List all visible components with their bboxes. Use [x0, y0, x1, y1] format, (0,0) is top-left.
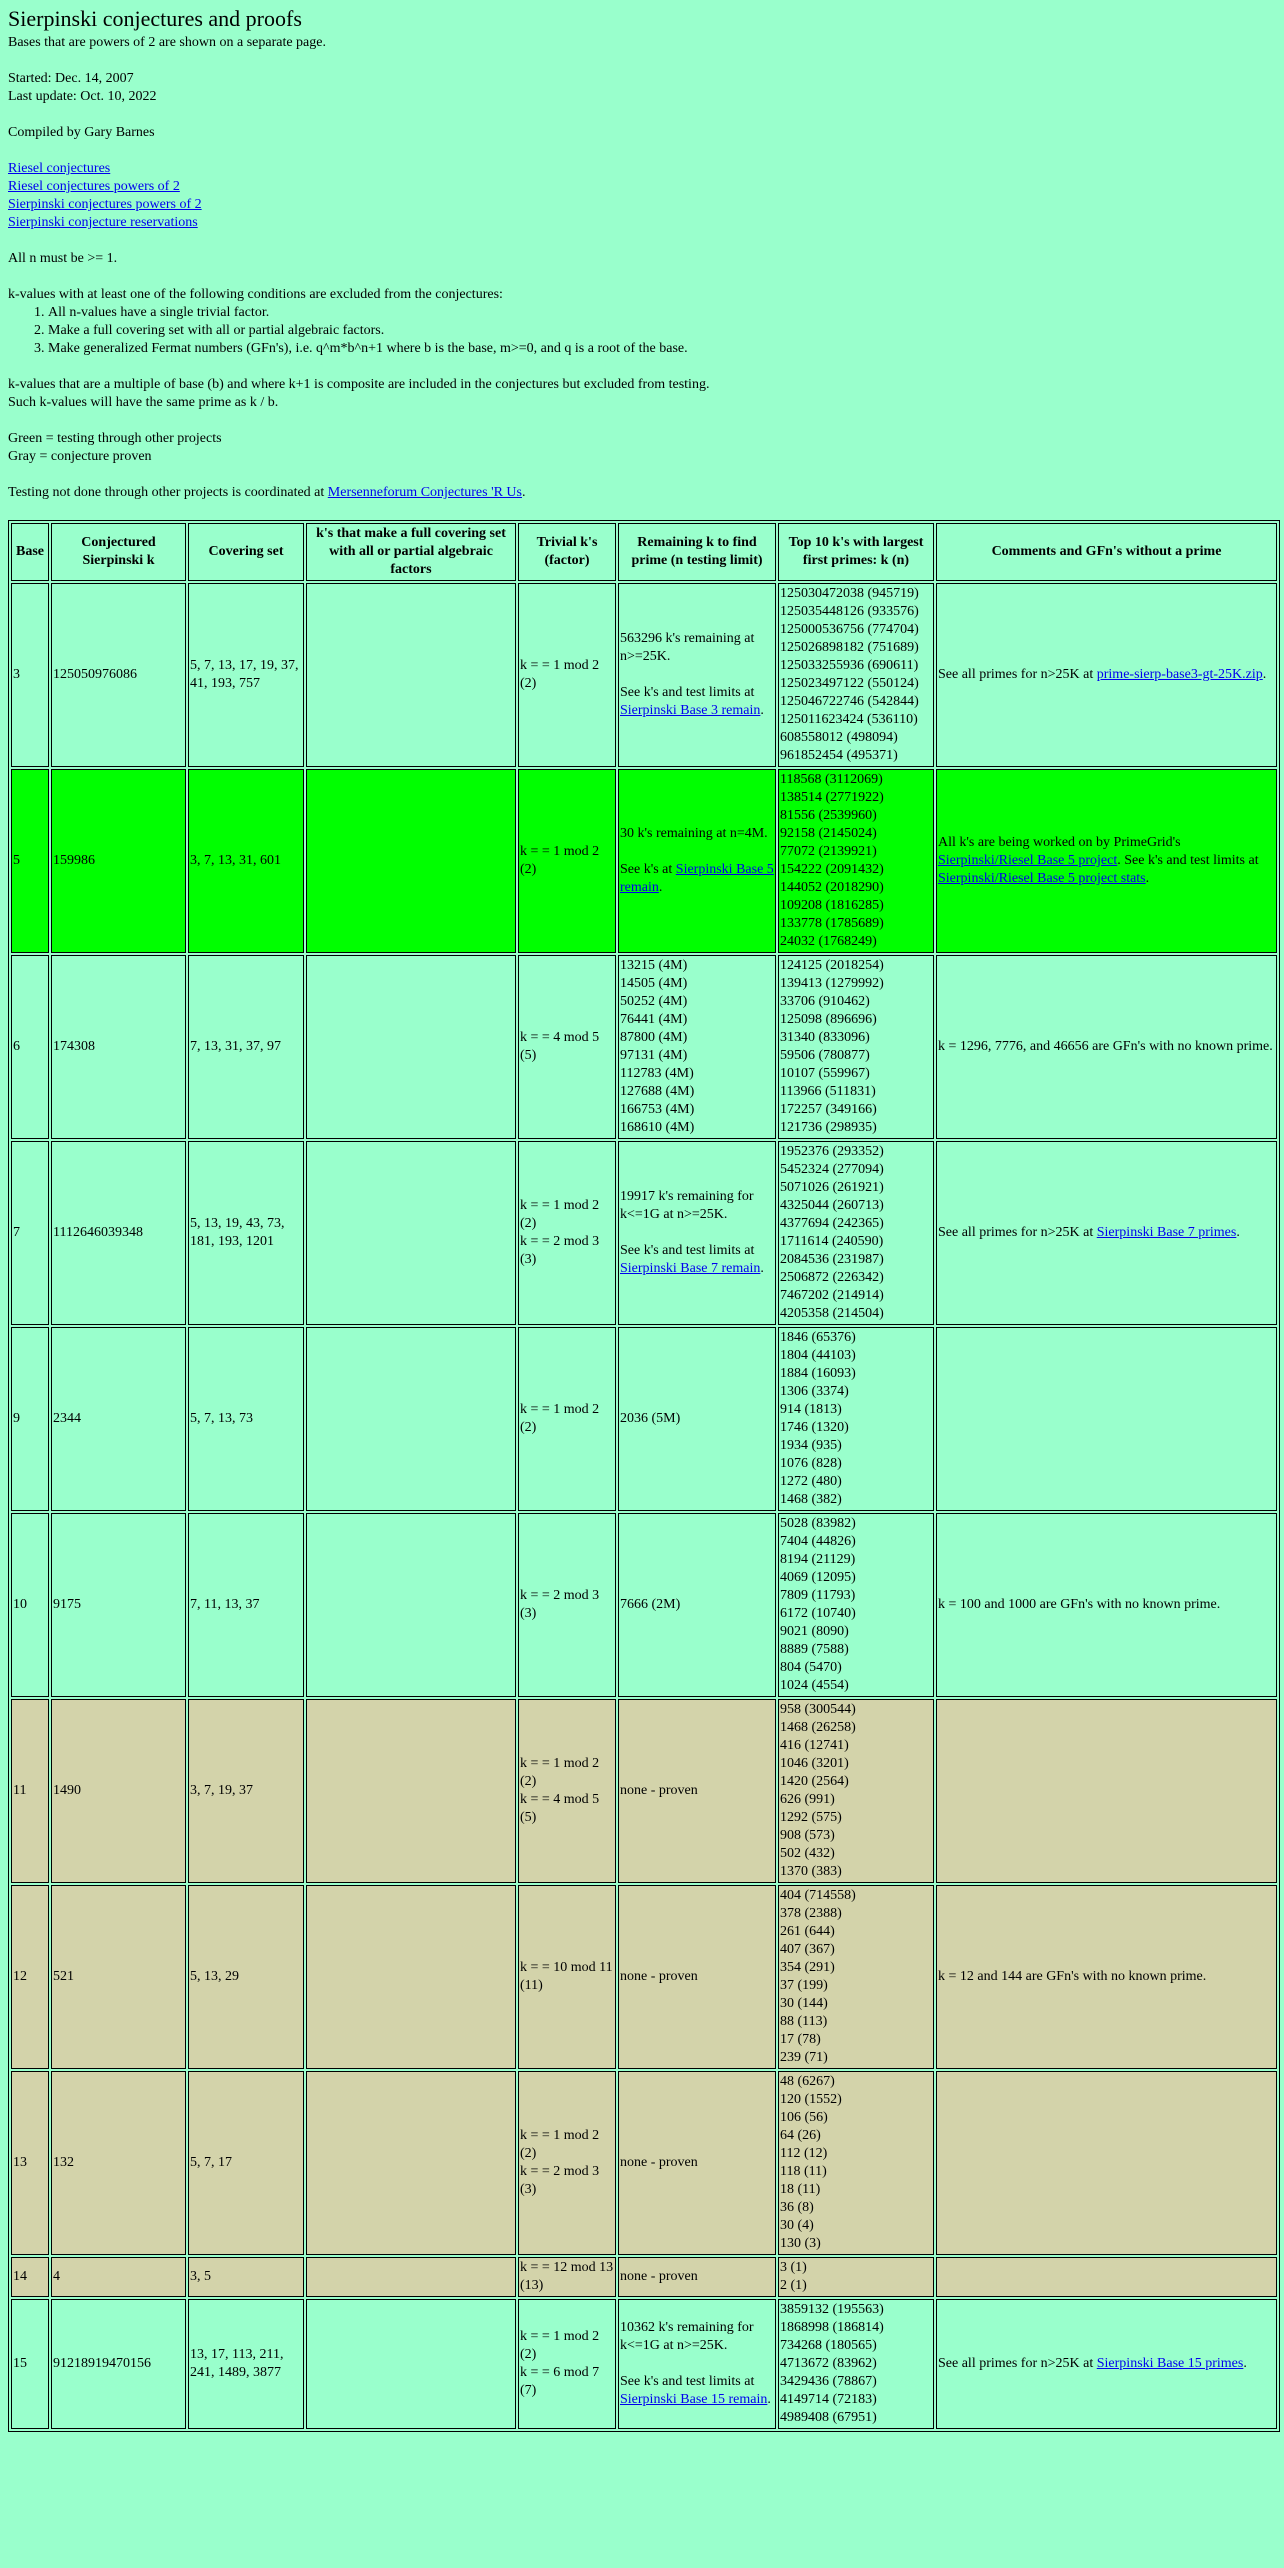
- top-prime: 1272 (480): [780, 1474, 842, 1489]
- coordination-text: Testing not done through other projects is coordinated at: [8, 485, 328, 500]
- trivial-k: k = = 1 mod 2 (2): [520, 658, 600, 691]
- top-prime: 112 (12): [780, 2146, 828, 2161]
- cell-top10: [778, 769, 934, 953]
- cell-covering-set: 3, 7, 19, 37: [188, 1699, 304, 1883]
- cell-top10: [778, 1699, 934, 1883]
- remaining-end: .: [760, 1261, 764, 1276]
- cell-base: 10: [11, 1513, 49, 1697]
- top-prime: 125023497122 (550124): [780, 676, 919, 691]
- top-prime: 4377694 (242365): [780, 1216, 884, 1231]
- top-prime: 804 (5470): [780, 1660, 842, 1675]
- cell-base: 13: [11, 2071, 49, 2255]
- table-row: [11, 769, 1277, 953]
- top-prime: 1370 (383): [780, 1864, 842, 1879]
- list-item: 1. All n-values have a single trivial factor.: [48, 304, 1276, 322]
- top-prime: 125035448126 (933576): [780, 604, 919, 619]
- col-trivial-ks: Trivial k's (factor): [518, 523, 616, 581]
- comment-end: .: [1236, 1225, 1240, 1240]
- top-prime: 64 (26): [780, 2128, 821, 2143]
- comment-link-2[interactable]: Sierpinski/Riesel Base 5 project stats: [938, 871, 1146, 886]
- comment-end: .: [1262, 667, 1267, 682]
- remaining-text: none - proven: [620, 1969, 698, 1984]
- cell-conjectured-k: 521: [51, 1885, 186, 2069]
- cell-top10: [778, 2257, 934, 2297]
- top-prime: 261 (644): [780, 1924, 835, 1939]
- comment-text: k = 100 and 1000 are GFn's with no known prime.: [938, 1597, 1221, 1612]
- remaining-text: none - proven: [620, 2269, 698, 2284]
- top-prime: 6172 (10740): [780, 1606, 856, 1621]
- top-prime: 502 (432): [780, 1846, 835, 1861]
- cell-comments: [936, 769, 1277, 953]
- remaining-k: 87800 (4M): [620, 1030, 688, 1045]
- cell-remaining: [618, 1327, 776, 1511]
- cell-trivial: [518, 2299, 616, 2429]
- top-prime: 30 (4): [780, 2218, 814, 2233]
- top-prime: 17 (78): [780, 2032, 821, 2047]
- cell-comments: [936, 955, 1277, 1139]
- cell-comments: [936, 1513, 1277, 1697]
- top-prime: 8889 (7588): [780, 1642, 849, 1657]
- cell-base: 11: [11, 1699, 49, 1883]
- remaining-text: 19917 k's remaining for k<=1G at n>=25K.: [620, 1189, 754, 1222]
- cell-algebraic: [306, 1327, 516, 1511]
- top-prime: 2084536 (231987): [780, 1252, 884, 1267]
- cell-top10: [778, 1141, 934, 1325]
- top-prime: 130 (3): [780, 2236, 821, 2251]
- cell-comments: [936, 1885, 1277, 2069]
- cell-base: 7: [11, 1141, 49, 1325]
- top-prime: 7467202 (214914): [780, 1288, 884, 1303]
- remaining-end: .: [760, 703, 764, 718]
- last-update: Last update: Oct. 10, 2022: [8, 89, 157, 104]
- cell-comments: [936, 2257, 1277, 2297]
- comment-text: All k's are being worked on by PrimeGrid's: [938, 835, 1181, 850]
- top-prime: 1934 (935): [780, 1438, 842, 1453]
- top-prime: 125033255936 (690611): [780, 658, 919, 673]
- col-comments: Comments and GFn's without a prime: [936, 523, 1277, 581]
- cell-trivial: [518, 1141, 616, 1325]
- top-prime: 118 (11): [780, 2164, 827, 2179]
- cell-base: 12: [11, 1885, 49, 2069]
- cell-comments: [936, 2071, 1277, 2255]
- top-prime: 88 (113): [780, 2014, 828, 2029]
- cell-conjectured-k: 1490: [51, 1699, 186, 1883]
- top-prime: 106 (56): [780, 2110, 828, 2125]
- top-prime: 113966 (511831): [780, 1084, 876, 1099]
- trivial-k: k = = 1 mod 2 (2): [520, 1402, 600, 1435]
- cell-base: 6: [11, 955, 49, 1139]
- cell-algebraic: [306, 769, 516, 953]
- cell-covering-set: 5, 7, 13, 17, 19, 37, 41, 193, 757: [188, 583, 304, 767]
- trivial-k: k = = 2 mod 3 (3): [520, 2164, 600, 2197]
- top-prime: 4989408 (67951): [780, 2410, 877, 2425]
- cell-trivial: [518, 769, 616, 953]
- remaining-see: See k's and test limits at: [620, 2374, 755, 2389]
- top-prime: 30 (144): [780, 1996, 828, 2011]
- top-prime: 18 (11): [780, 2182, 821, 2197]
- top-prime: 1884 (16093): [780, 1366, 856, 1381]
- top-prime: 1846 (65376): [780, 1330, 856, 1345]
- link-sierpinski-reservations[interactable]: Sierpinski conjecture reservations: [8, 215, 198, 230]
- conjectures-table: [8, 520, 1280, 2432]
- cell-base: 3: [11, 583, 49, 767]
- trivial-k: k = = 12 mod 13 (13): [520, 2260, 614, 2293]
- exclusion-intro: k-values with at least one of the following conditions are excluded from the conjectures:: [8, 287, 503, 302]
- remaining-text: 563296 k's remaining at n>=25K.: [620, 631, 755, 664]
- remaining-text: 10362 k's remaining for k<=1G at n>=25K.: [620, 2320, 754, 2353]
- cell-trivial: [518, 2257, 616, 2297]
- remaining-k: 76441 (4M): [620, 1012, 688, 1027]
- top-prime: 958 (300544): [780, 1702, 856, 1717]
- remaining-text: none - proven: [620, 2155, 698, 2170]
- trivial-k: k = = 10 mod 11 (11): [520, 1960, 613, 1993]
- table-row: [11, 2299, 1277, 2429]
- top-prime: 1024 (4554): [780, 1678, 849, 1693]
- cell-top10: [778, 1327, 934, 1511]
- table-row: [11, 583, 1277, 767]
- top-prime: 378 (2388): [780, 1906, 842, 1921]
- col-covering-set: Covering set: [188, 523, 304, 581]
- trivial-k: k = = 4 mod 5 (5): [520, 1792, 600, 1825]
- top-prime: 77072 (2139921): [780, 844, 877, 859]
- cell-conjectured-k: 125050976086: [51, 583, 186, 767]
- top-prime: 125026898182 (751689): [780, 640, 919, 655]
- top-prime: 139413 (1279992): [780, 976, 884, 991]
- trivial-k: k = = 4 mod 5 (5): [520, 1030, 600, 1063]
- top-prime: 3859132 (195563): [780, 2302, 884, 2317]
- table-row: [11, 2071, 1277, 2255]
- comment-end: .: [1145, 871, 1150, 886]
- top-prime: 92158 (2145024): [780, 826, 877, 841]
- multiple-note-2: Such k-values will have the same prime as k / b.: [8, 395, 279, 410]
- cell-covering-set: 5, 7, 17: [188, 2071, 304, 2255]
- cell-trivial: [518, 955, 616, 1139]
- top-prime: 1076 (828): [780, 1456, 842, 1471]
- comment-link[interactable]: Sierpinski Base 15 primes: [1096, 2356, 1244, 2371]
- table-row: [11, 1513, 1277, 1697]
- top-prime: 416 (12741): [780, 1738, 849, 1753]
- top-prime: 961852454 (495371): [780, 748, 898, 763]
- cell-trivial: [518, 1327, 616, 1511]
- comment-text: . See k's and test limits at: [1117, 853, 1259, 868]
- top-prime: 1746 (1320): [780, 1420, 849, 1435]
- top-prime: 1468 (382): [780, 1492, 842, 1507]
- remain-link[interactable]: Sierpinski Base 5 remain: [620, 862, 774, 895]
- nav-links: [8, 160, 1276, 232]
- remaining-end: .: [767, 2392, 771, 2407]
- top-prime: 36 (8): [780, 2200, 814, 2215]
- top-prime: 1306 (3374): [780, 1384, 849, 1399]
- trivial-k: k = = 1 mod 2 (2): [520, 1198, 600, 1231]
- table-row: [11, 1327, 1277, 1511]
- cell-remaining: [618, 1141, 776, 1325]
- remaining-end: .: [658, 880, 663, 895]
- top-prime: 125046722746 (542844): [780, 694, 919, 709]
- top-prime: 9021 (8090): [780, 1624, 849, 1639]
- top-prime: 48 (6267): [780, 2074, 835, 2089]
- cell-covering-set: 3, 5: [188, 2257, 304, 2297]
- legend-gray: Gray = conjecture proven: [8, 449, 152, 464]
- comment-link[interactable]: Sierpinski Base 7 primes: [1096, 1225, 1237, 1240]
- remaining-see: See k's at: [620, 862, 676, 877]
- cell-algebraic: [306, 1699, 516, 1883]
- remaining-text: 2036 (5M): [620, 1411, 681, 1426]
- col-conjectured-k: Conjectured Sierpinski k: [51, 523, 186, 581]
- top-prime: 3 (1): [780, 2260, 807, 2275]
- comment-link[interactable]: Sierpinski/Riesel Base 5 project: [938, 853, 1118, 868]
- top-prime: 4069 (12095): [780, 1570, 856, 1585]
- cell-remaining: [618, 583, 776, 767]
- top-prime: 172257 (349166): [780, 1102, 877, 1117]
- cell-top10: [778, 955, 934, 1139]
- trivial-k: k = = 1 mod 2 (2): [520, 844, 600, 877]
- top-prime: 7809 (11793): [780, 1588, 856, 1603]
- remain-link[interactable]: Sierpinski Base 7 remain: [620, 1261, 761, 1276]
- cell-conjectured-k: 174308: [51, 955, 186, 1139]
- link-riesel-conjectures[interactable]: Riesel conjectures: [8, 161, 111, 176]
- coordination-end: .: [521, 485, 526, 500]
- link-mersenneforum[interactable]: Mersenneforum Conjectures 'R Us: [327, 485, 522, 500]
- col-top10: Top 10 k's with largest first primes: k (n): [778, 523, 934, 581]
- top-prime: 734268 (180565): [780, 2338, 877, 2353]
- top-prime: 1292 (575): [780, 1810, 842, 1825]
- top-prime: 125098 (896696): [780, 1012, 877, 1027]
- top-prime: 33706 (910462): [780, 994, 870, 1009]
- cell-remaining: [618, 2071, 776, 2255]
- list-item: 3. Make generalized Fermat numbers (GFn's), i.e. q^m*b^n+1 where b is the base, m>=0, and q is a root of the base.: [48, 340, 1276, 358]
- remaining-see: See k's and test limits at: [620, 1243, 755, 1258]
- top-prime: 138514 (2771922): [780, 790, 884, 805]
- cell-remaining: [618, 2299, 776, 2429]
- remaining-see: See k's and test limits at: [620, 685, 755, 700]
- cell-comments: [936, 583, 1277, 767]
- top-prime: 125011623424 (536110): [780, 712, 918, 727]
- top-prime: 125000536756 (774704): [780, 622, 919, 637]
- top-prime: 914 (1813): [780, 1402, 842, 1417]
- cell-covering-set: 7, 11, 13, 37: [188, 1513, 304, 1697]
- compiled-by: Compiled by Gary Barnes: [8, 125, 155, 140]
- table-header-row: [11, 523, 1277, 581]
- col-remaining-k: Remaining k to find prime (n testing limit): [618, 523, 776, 581]
- cell-covering-set: 5, 13, 19, 43, 73, 181, 193, 1201: [188, 1141, 304, 1325]
- top-prime: 5028 (83982): [780, 1516, 856, 1531]
- legend-green: Green = testing through other projects: [8, 431, 222, 446]
- top-prime: 908 (573): [780, 1828, 835, 1843]
- remaining-text: none - proven: [620, 1783, 698, 1798]
- top-prime: 124125 (2018254): [780, 958, 884, 973]
- multiple-note: k-values that are a multiple of base (b) and where k+1 is composite are included in the conjectures but excluded from testing.: [8, 377, 710, 392]
- top-prime: 1868998 (186814): [780, 2320, 884, 2335]
- table-row: [11, 1141, 1277, 1325]
- comment-text: See all primes for n>25K at: [938, 1225, 1097, 1240]
- top-prime: 1046 (3201): [780, 1756, 849, 1771]
- table-row: [11, 1885, 1277, 2069]
- top-prime: 121736 (298935): [780, 1120, 877, 1135]
- cell-remaining: [618, 769, 776, 953]
- col-algebraic-ks: k's that make a full covering set with all or partial algebraic factors: [306, 523, 516, 581]
- top-prime: 8194 (21129): [780, 1552, 856, 1567]
- cell-top10: [778, 2299, 934, 2429]
- top-prime: 24032 (1768249): [780, 934, 877, 949]
- cell-remaining: [618, 955, 776, 1139]
- cell-comments: [936, 1327, 1277, 1511]
- cell-top10: [778, 1885, 934, 2069]
- comment-link[interactable]: prime-sierp-base3-gt-25K.zip: [1096, 667, 1263, 682]
- subtitle: Bases that are powers of 2 are shown on a separate page.: [8, 35, 326, 50]
- col-base: Base: [11, 523, 49, 581]
- cell-algebraic: [306, 2299, 516, 2429]
- top-prime: 154222 (2091432): [780, 862, 884, 877]
- cell-base: 15: [11, 2299, 49, 2429]
- top-prime: 1468 (26258): [780, 1720, 856, 1735]
- top-prime: 2 (1): [780, 2278, 807, 2293]
- cell-algebraic: [306, 1513, 516, 1697]
- cell-algebraic: [306, 955, 516, 1139]
- top-prime: 239 (71): [780, 2050, 828, 2065]
- cell-base: 9: [11, 1327, 49, 1511]
- remaining-k: 14505 (4M): [620, 976, 688, 991]
- cell-algebraic: [306, 1141, 516, 1325]
- cell-remaining: [618, 1513, 776, 1697]
- cell-conjectured-k: 4: [51, 2257, 186, 2297]
- top-prime: 1711614 (240590): [780, 1234, 884, 1249]
- cell-comments: [936, 2299, 1277, 2429]
- cell-remaining: [618, 2257, 776, 2297]
- top-prime: 144052 (2018290): [780, 880, 884, 895]
- trivial-k: k = = 2 mod 3 (3): [520, 1234, 600, 1267]
- cell-conjectured-k: 1112646039348: [51, 1141, 186, 1325]
- cell-conjectured-k: 91218919470156: [51, 2299, 186, 2429]
- cell-algebraic: [306, 583, 516, 767]
- comment-text: See all primes for n>25K at: [938, 2356, 1097, 2371]
- comment-text: k = 12 and 144 are GFn's with no known prime.: [938, 1969, 1207, 1984]
- cell-algebraic: [306, 2257, 516, 2297]
- top-prime: 37 (199): [780, 1978, 828, 1993]
- comment-text: See all primes for n>25K at: [938, 667, 1097, 682]
- remaining-k: 127688 (4M): [620, 1084, 695, 1099]
- top-prime: 1804 (44103): [780, 1348, 856, 1363]
- top-prime: 1420 (2564): [780, 1774, 849, 1789]
- remaining-k: 13215 (4M): [620, 958, 688, 973]
- remaining-text: 7666 (2M): [620, 1597, 681, 1612]
- top-prime: 81556 (2539960): [780, 808, 877, 823]
- top-prime: 2506872 (226342): [780, 1270, 884, 1285]
- table-row: [11, 1699, 1277, 1883]
- remaining-k: 97131 (4M): [620, 1048, 688, 1063]
- cell-algebraic: [306, 2071, 516, 2255]
- table-row: [11, 955, 1277, 1139]
- page-title: Sierpinski conjectures and proofs: [8, 6, 302, 31]
- cell-conjectured-k: 132: [51, 2071, 186, 2255]
- top-prime: 404 (714558): [780, 1888, 856, 1903]
- trivial-k: k = = 2 mod 3 (3): [520, 1588, 600, 1621]
- cell-trivial: [518, 1513, 616, 1697]
- cell-comments: [936, 1699, 1277, 1883]
- cell-conjectured-k: 2344: [51, 1327, 186, 1511]
- remaining-k: 168610 (4M): [620, 1120, 695, 1135]
- cell-base: 5: [11, 769, 49, 953]
- n-rule: All n must be >= 1.: [8, 251, 118, 266]
- top-prime: 4325044 (260713): [780, 1198, 884, 1213]
- cell-covering-set: 5, 13, 29: [188, 1885, 304, 2069]
- top-prime: 626 (991): [780, 1792, 835, 1807]
- top-prime: 5071026 (261921): [780, 1180, 884, 1195]
- exclusion-list: [8, 304, 1276, 358]
- table-row: [11, 2257, 1277, 2297]
- top-prime: 5452324 (277094): [780, 1162, 884, 1177]
- cell-remaining: [618, 1885, 776, 2069]
- cell-top10: [778, 583, 934, 767]
- trivial-k: k = = 6 mod 7 (7): [520, 2365, 600, 2398]
- top-prime: 31340 (833096): [780, 1030, 870, 1045]
- trivial-k: k = = 1 mod 2 (2): [520, 2128, 600, 2161]
- coordination-note: [8, 484, 1276, 502]
- top-prime: 354 (291): [780, 1960, 835, 1975]
- cell-covering-set: 13, 17, 113, 211, 241, 1489, 3877: [188, 2299, 304, 2429]
- top-prime: 407 (367): [780, 1942, 835, 1957]
- started-date: Started: Dec. 14, 2007: [8, 71, 134, 86]
- list-item: 2. Make a full covering set with all or partial algebraic factors.: [48, 322, 1276, 340]
- remaining-k: 166753 (4M): [620, 1102, 695, 1117]
- cell-comments: [936, 1141, 1277, 1325]
- top-prime: 7404 (44826): [780, 1534, 856, 1549]
- cell-conjectured-k: 9175: [51, 1513, 186, 1697]
- link-riesel-powers-of-2[interactable]: Riesel conjectures powers of 2: [8, 179, 180, 194]
- trivial-k: k = = 1 mod 2 (2): [520, 1756, 600, 1789]
- remaining-k: 112783 (4M): [620, 1066, 694, 1081]
- top-prime: 118568 (3112069): [780, 772, 883, 787]
- top-prime: 4149714 (72183): [780, 2392, 877, 2407]
- cell-algebraic: [306, 1885, 516, 2069]
- top-prime: 120 (1552): [780, 2092, 842, 2107]
- cell-remaining: [618, 1699, 776, 1883]
- cell-trivial: [518, 2071, 616, 2255]
- top-prime: 4205358 (214504): [780, 1306, 884, 1321]
- top-prime: 608558012 (498094): [780, 730, 898, 745]
- cell-trivial: [518, 583, 616, 767]
- top-prime: 59506 (780877): [780, 1048, 870, 1063]
- remain-link[interactable]: Sierpinski Base 3 remain: [620, 703, 761, 718]
- top-prime: 133778 (1785689): [780, 916, 884, 931]
- top-prime: 10107 (559967): [780, 1066, 870, 1081]
- cell-base: 14: [11, 2257, 49, 2297]
- link-sierpinski-powers-of-2[interactable]: Sierpinski conjectures powers of 2: [8, 197, 202, 212]
- comment-end: .: [1243, 2356, 1247, 2371]
- remaining-text: 30 k's remaining at n=4M.: [620, 826, 768, 841]
- cell-covering-set: 5, 7, 13, 73: [188, 1327, 304, 1511]
- top-prime: 109208 (1816285): [780, 898, 884, 913]
- table-body: [11, 583, 1277, 2429]
- top-prime: 125030472038 (945719): [780, 586, 919, 601]
- remain-link[interactable]: Sierpinski Base 15 remain: [620, 2392, 768, 2407]
- top-prime: 1952376 (293352): [780, 1144, 884, 1159]
- top-prime: 3429436 (78867): [780, 2374, 877, 2389]
- top-prime: 4713672 (83962): [780, 2356, 877, 2371]
- comment-text: k = 1296, 7776, and 46656 are GFn's with no known prime.: [938, 1039, 1273, 1054]
- cell-covering-set: 3, 7, 13, 31, 601: [188, 769, 304, 953]
- cell-covering-set: 7, 13, 31, 37, 97: [188, 955, 304, 1139]
- remaining-k: 50252 (4M): [620, 994, 688, 1009]
- cell-conjectured-k: 159986: [51, 769, 186, 953]
- cell-top10: [778, 1513, 934, 1697]
- cell-top10: [778, 2071, 934, 2255]
- cell-trivial: [518, 1699, 616, 1883]
- cell-trivial: [518, 1885, 616, 2069]
- trivial-k: k = = 1 mod 2 (2): [520, 2329, 600, 2362]
